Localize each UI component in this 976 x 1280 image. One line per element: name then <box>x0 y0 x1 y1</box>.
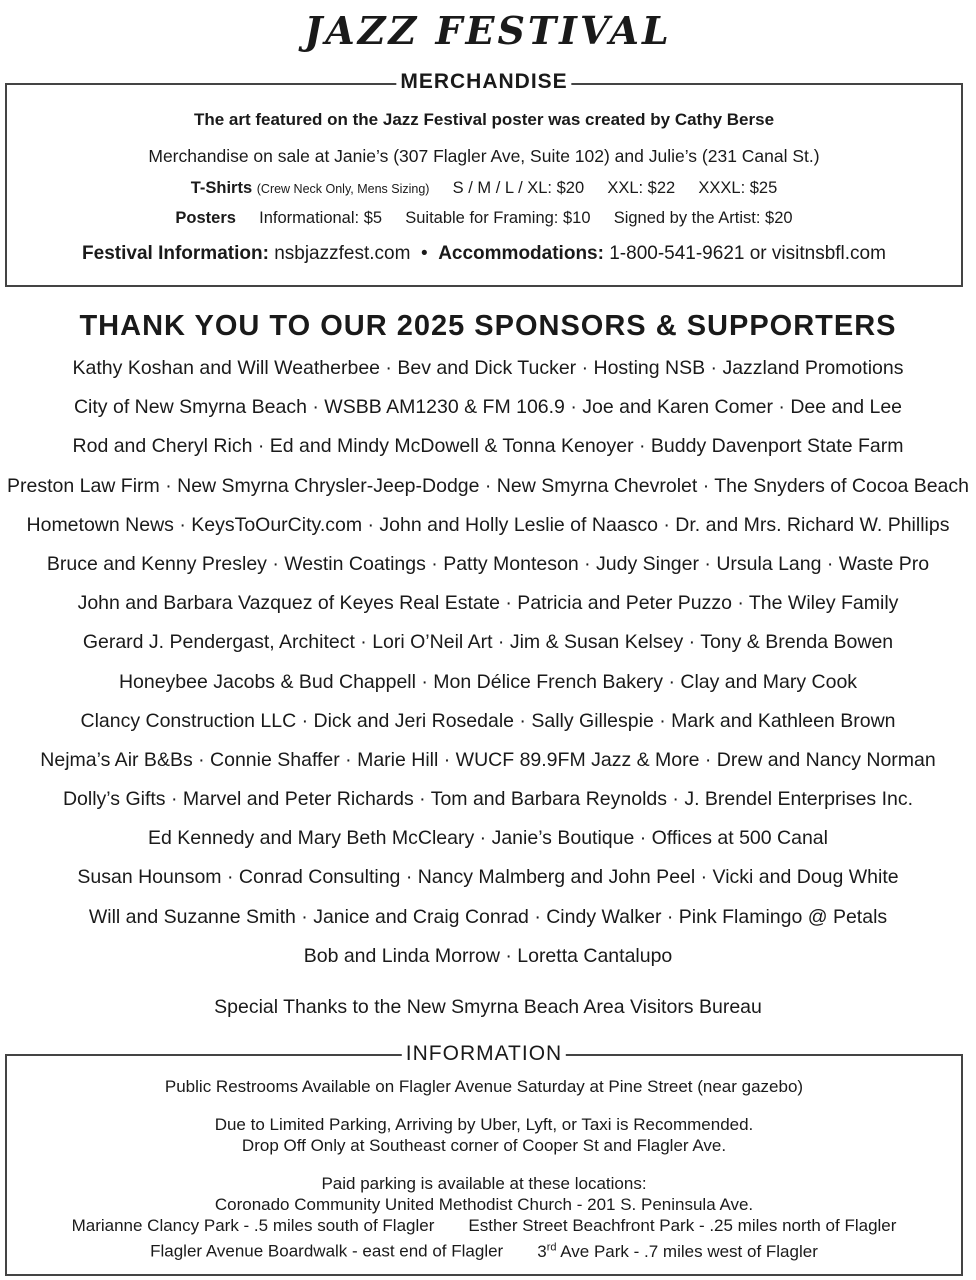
sponsor-line: Dolly’s Gifts · Marvel and Peter Richards · Tom and Barbara Reynolds · J. Brendel Enterprises Inc. <box>62 788 914 811</box>
sponsor-line: Susan Hounsom · Conrad Consulting · Nancy Malmberg and John Peel · Vicki and Doug White <box>77 866 899 889</box>
tshirts-note: (Crew Neck Only, Mens Sizing) <box>256 182 430 196</box>
sponsor-line: Hometown News · KeysToOurCity.com · John and Holly Leslie of Naasco · Dr. and Mrs. Richard W. Phillips <box>26 513 950 536</box>
information-heading: INFORMATION <box>402 1042 566 1066</box>
sponsor-line: Nejma’s Air B&Bs · Connie Shaffer · Marie Hill · WUCF 89.9FM Jazz & More · Drew and Nancy Norman <box>40 748 936 771</box>
sponsor-line: Honeybee Jacobs & Bud Chappell · Mon Délice French Bakery · Clay and Mary Cook <box>118 670 858 693</box>
merchandise-on-sale: Merchandise on sale at Janie’s (307 Flagler Ave, Suite 102) and Julie’s (231 Canal St.) <box>148 146 820 166</box>
festival-info-link[interactable]: nsbjazzfest.com <box>274 243 411 264</box>
restrooms-note: Public Restrooms Available on Flagler Avenue Saturday at Pine Street (near gazebo) <box>164 1077 804 1096</box>
festival-info-label: Festival Information: <box>82 243 269 264</box>
sponsors-heading: THANK YOU TO OUR 2025 SPONSORS & SUPPORTERS <box>79 310 897 342</box>
posters-price: Informational: $5 <box>259 209 383 227</box>
sponsor-line: Bob and Linda Morrow · Loretta Cantalupo <box>303 944 673 967</box>
paid-parking-intro: Paid parking is available at these locations: <box>321 1174 647 1193</box>
sponsor-list <box>0 352 976 979</box>
tshirts-price: S / M / L / XL: $20 <box>452 179 585 197</box>
accommodations-label: Accommodations: <box>438 243 604 264</box>
tshirts-pricing <box>7 179 961 198</box>
festival-contact-line <box>7 243 961 265</box>
posters-price: Suitable for Framing: $10 <box>405 209 591 227</box>
information-section <box>5 1042 963 1276</box>
sponsor-line: Bruce and Kenny Presley · Westin Coatings · Patty Monteson · Judy Singer · Ursula Lang · Waste Pro <box>46 552 930 575</box>
parking-location: 3rd Ave Park - .7 miles west of Flagler <box>537 1241 818 1261</box>
merchandise-heading: MERCHANDISE <box>396 70 571 94</box>
sponsor-line: John and Barbara Vazquez of Keyes Real Estate · Patricia and Peter Puzzo · The Wiley Family <box>77 592 899 615</box>
page-title: JAZZ FESTIVAL <box>304 8 672 53</box>
sponsor-line: Will and Suzanne Smith · Janice and Craig Conrad · Cindy Walker · Pink Flamingo @ Petals <box>88 905 888 928</box>
posters-pricing <box>7 209 961 228</box>
bullet-separator: • <box>420 243 428 264</box>
drop-off-note: Drop Off Only at Southeast corner of Cooper St and Flagler Ave. <box>241 1136 727 1155</box>
posters-price: Signed by the Artist: $20 <box>613 209 793 227</box>
parking-location: Coronado Community United Methodist Church - 201 S. Peninsula Ave. <box>214 1195 754 1214</box>
sponsor-line: Clancy Construction LLC · Dick and Jeri Rosedale · Sally Gillespie · Mark and Kathleen Brown <box>80 709 896 732</box>
posters-label: Posters <box>175 209 236 227</box>
parking-note: Due to Limited Parking, Arriving by Uber, Lyft, or Taxi is Recommended. <box>214 1115 754 1134</box>
tshirts-price: XXXL: $25 <box>698 179 778 197</box>
sponsor-line: Kathy Koshan and Will Weatherbee · Bev and Dick Tucker · Hosting NSB · Jazzland Promotions <box>72 357 904 379</box>
parking-location: Marianne Clancy Park - .5 miles south of Flagler <box>71 1216 435 1235</box>
tshirts-price: XXL: $22 <box>607 179 676 197</box>
parking-locations-row <box>7 1215 961 1236</box>
parking-location: Esther Street Beachfront Park - .25 miles north of Flagler <box>468 1216 897 1235</box>
sponsor-line: Ed Kennedy and Mary Beth McCleary · Janie’s Boutique · Offices at 500 Canal <box>148 827 828 850</box>
parking-locations-row <box>7 1237 961 1262</box>
accommodations-contact[interactable]: 1-800-541-9621 or visitnsbfl.com <box>609 243 886 264</box>
special-thanks: Special Thanks to the New Smyrna Beach Area Visitors Bureau <box>214 996 762 1018</box>
sponsor-line: Rod and Cheryl Rich · Ed and Mindy McDowell & Tonna Kenoyer · Buddy Davenport State Farm <box>72 435 904 458</box>
sponsor-line: Gerard J. Pendergast, Architect · Lori O’Neil Art · Jim & Susan Kelsey · Tony & Brenda Bowen <box>82 631 894 654</box>
sponsor-line: Preston Law Firm · New Smyrna Chrysler-Jeep-Dodge · New Smyrna Chevrolet · The Snyders of Cocoa Beach <box>7 474 969 497</box>
tshirts-label: T-Shirts <box>190 179 253 197</box>
merchandise-section <box>5 70 963 287</box>
parking-location: Flagler Avenue Boardwalk - east end of Flagler <box>150 1241 504 1261</box>
art-credit: The art featured on the Jazz Festival poster was created by Cathy Berse <box>193 110 775 129</box>
sponsor-line: City of New Smyrna Beach · WSBB AM1230 & FM 106.9 · Joe and Karen Comer · Dee and Lee <box>73 396 903 419</box>
